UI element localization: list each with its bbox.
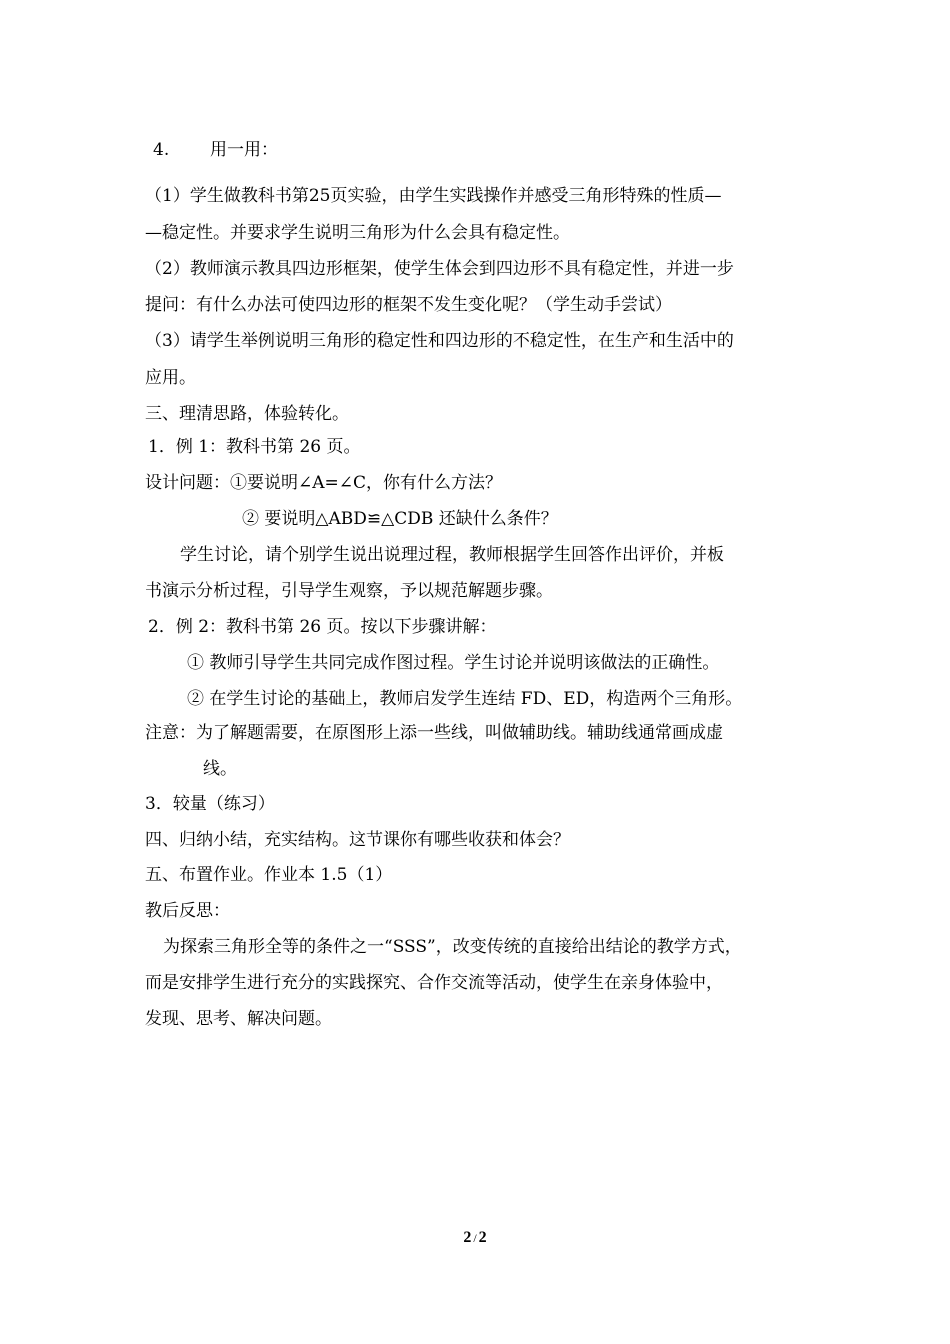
item3-line1: （3）请学生举例说明三角形的稳定性和四边形的不稳定性，在生产和生活中的 (145, 331, 734, 351)
reflection-title: 教后反思： (145, 901, 230, 921)
current-page-number: 2 (463, 1229, 472, 1246)
item2-line1: （2）教师演示教具四边形框架，使学生体会到四边形不具有稳定性，并进一步 (145, 259, 734, 279)
note-line2: 线。 (203, 759, 237, 779)
reflection-line3: 发现、思考、解决问题。 (145, 1009, 332, 1029)
item3-line2: 应用。 (145, 368, 196, 388)
section-5-heading: 五、布置作业。作业本 1.5（1） (145, 865, 393, 885)
discussion-line2: 书演示分析过程，引导学生观察，予以规范解题步骤。 (145, 581, 553, 601)
practice-heading: 3．较量（练习） (145, 794, 275, 814)
total-pages-number: 2 (478, 1229, 487, 1246)
item1-line1: （1）学生做教科书第25页实验，由学生实践操作并感受三角形特殊的性质— (145, 186, 722, 206)
example-2: 2．例 2：教科书第 26 页。按以下步骤讲解： (148, 617, 497, 637)
item1-line2: —稳定性。并要求学生说明三角形为什么会具有稳定性。 (145, 223, 570, 243)
use-heading-text: 用一用： (210, 140, 279, 160)
step-2: ② 在学生讨论的基础上，教师启发学生连结 FD、ED，构造两个三角形。 (187, 689, 743, 709)
example-1: 1．例 1：教科书第 26 页。 (148, 437, 361, 457)
page-separator: / (473, 1231, 477, 1245)
step-1: ① 教师引导学生共同完成作图过程。学生讨论并说明该做法的正确性。 (187, 653, 720, 673)
reflection-line2: 而是安排学生进行充分的实践探究、合作交流等活动，使学生在亲身体验中， (145, 973, 723, 993)
section-3-heading: 三、理清思路，体验转化。 (145, 404, 349, 424)
section-4-heading: 四、归纳小结，充实结构。这节课你有哪些收获和体会？ (145, 830, 570, 850)
use-heading-number: 4. (153, 140, 170, 160)
note-line1: 注意：为了解题需要，在原图形上添一些线，叫做辅助线。辅助线通常画成虚 (145, 723, 723, 743)
discussion-line1: 学生讨论，请个别学生说出说理过程，教师根据学生回答作出评价，并板 (180, 545, 724, 565)
page-footer (0, 1229, 950, 1247)
item2-line2: 提问：有什么办法可使四边形的框架不发生变化呢？（学生动手尝试） (145, 295, 672, 315)
reflection-line1: 为探索三角形全等的条件之一“SSS”，改变传统的直接给出结论的教学方式， (163, 937, 742, 957)
use-heading (153, 139, 278, 161)
design-question-2: ② 要说明△ABD≌△CDB 还缺什么条件？ (242, 509, 558, 529)
design-question-1: 设计问题：①要说明∠A=∠C，你有什么方法？ (145, 473, 503, 493)
